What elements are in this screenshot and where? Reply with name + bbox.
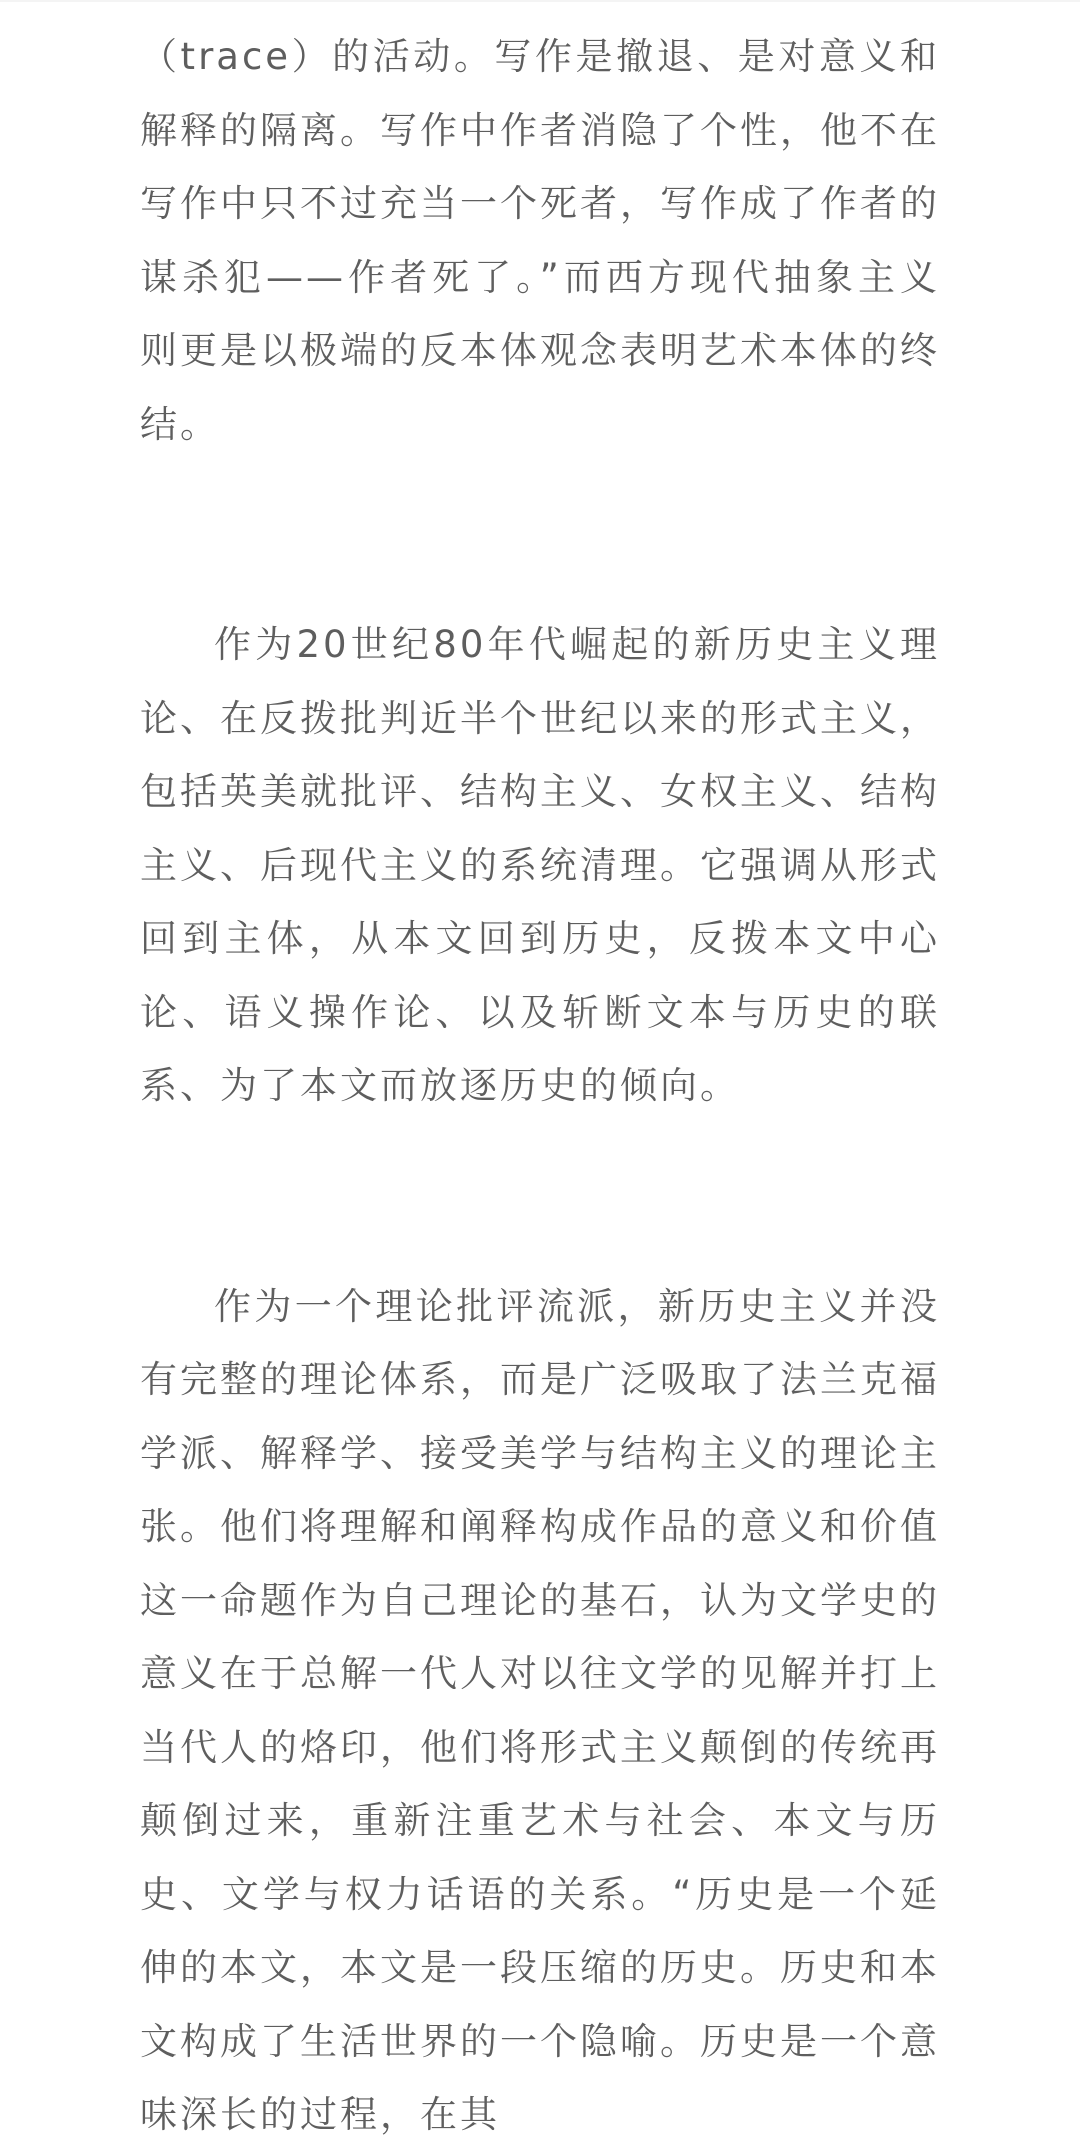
paragraph-1: （trace）的活动。写作是撤退、是对意义和解释的隔离。写作中作者消隐了个性，他不在写作中只不过充当一个死者，写作成了作者的谋杀犯——作者死了。”而西方现代抽象主义则更是以极端的反本体观念表明艺术本体的终结。 — [140, 35, 940, 446]
paragraph-gap — [140, 1123, 940, 1270]
paragraph-gap — [140, 461, 940, 608]
article-body — [140, 20, 940, 2152]
paragraph-2: 作为20世纪80年代崛起的新历史主义理论、在反拨批判近半个世纪以来的形式主义，包括英美就批评、结构主义、女权主义、结构主义、后现代主义的系统清理。它强调从形式回到主体，从本文回到历史，反拨本文中心论、语义操作论、以及斩断文本与历史的联系、为了本文而放逐历史的倾向。 — [140, 623, 940, 1107]
paragraph-3: 作为一个理论批评流派，新历史主义并没有完整的理论体系，而是广泛吸取了法兰克福学派、解释学、接受美学与结构主义的理论主张。他们将理解和阐释构成作品的意义和价值这一命题作为自己理论的基石，认为文学史的意义在于总解一代人对以往文学的见解并打上当代人的烙印，他们将形式主义颠倒的传统再颠倒过来，重新注重艺术与社会、本文与历史、文学与权力话语的关系。“历史是一个延伸的本文，本文是一段压缩的历史。历史和本文构成了生活世界的一个隐喻。历史是一个意味深长的过程，在其 — [140, 1284, 940, 2136]
top-divider — [0, 0, 1080, 2]
